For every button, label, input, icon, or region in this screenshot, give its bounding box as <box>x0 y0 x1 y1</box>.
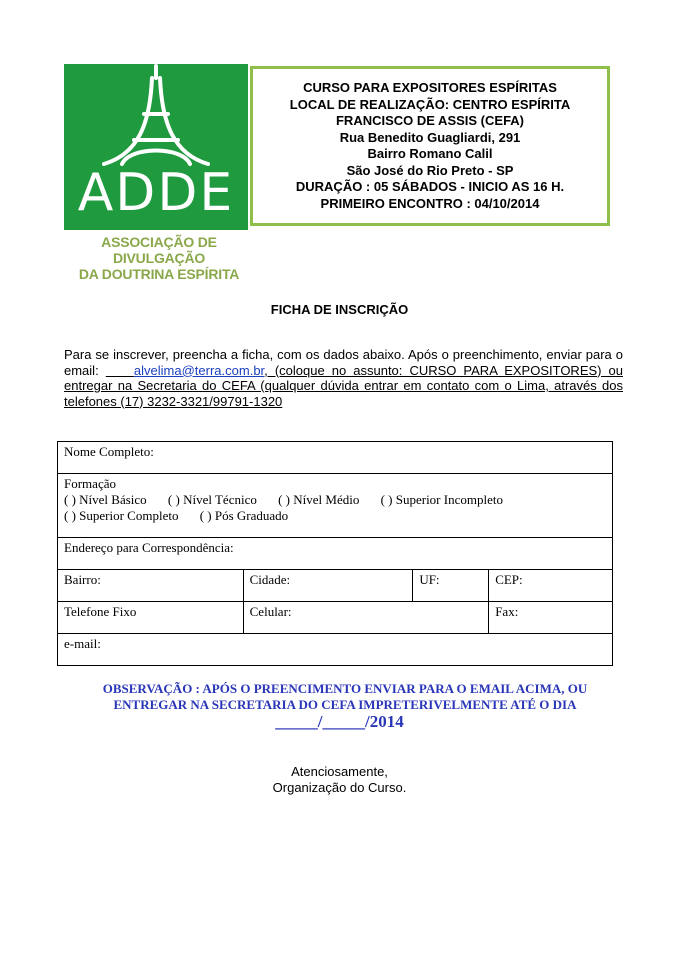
option-nivel-tecnico[interactable]: ( ) Nível Técnico <box>167 492 257 507</box>
email-link[interactable]: alvelima@terra.com.br <box>133 362 265 378</box>
info-line: PRIMEIRO ENCONTRO : 04/10/2014 <box>320 195 540 211</box>
info-line: Rua Benedito Guagliardi, 291 <box>339 129 521 145</box>
state-field[interactable]: UF: <box>413 570 489 602</box>
adde-logo <box>64 64 248 230</box>
info-line: São José do Rio Preto - SP <box>346 162 514 178</box>
logo-word: ADDE <box>77 163 235 223</box>
fax-field[interactable]: Fax: <box>489 602 613 634</box>
deadline-date: _____/_____/2014 <box>275 712 404 731</box>
registration-form <box>57 441 613 666</box>
info-line: FRANCISCO DE ASSIS (CEFA) <box>335 113 525 128</box>
closing-signature: Atenciosamente, Organização do Curso. <box>272 764 407 795</box>
address-field[interactable]: Endereço para Correspondência: <box>58 538 613 570</box>
full-name-field[interactable]: Nome Completo: <box>58 442 613 474</box>
info-line: CURSO PARA EXPOSITORES ESPÍRITAS <box>303 80 557 95</box>
option-nivel-medio[interactable]: ( ) Nível Médio <box>278 492 360 507</box>
logo-organization-name: ASSOCIAÇÃO DE DIVULGAÇÃO DA DOUTRINA ESPÍRITA <box>78 234 240 282</box>
education-field[interactable]: Formação ( ) Nível Básico ( ) Nível Técnico ( ) Nível Médio ( ) Superior Incompleto ( ) Superior Completo ( ) Pós Graduado <box>58 474 613 538</box>
info-line: Bairro Romano Calil <box>367 146 493 161</box>
observation-note: OBSERVAÇÃO : APÓS O PREENCIMENTO ENVIAR PARA O EMAIL ACIMA, OU ENTREGAR NA SECRETARIA DO CEFA IMPRETERIVELMENTE ATÉ O DIA <box>102 681 588 712</box>
course-info-box <box>250 66 610 226</box>
mobile-field[interactable]: Celular: <box>243 602 489 634</box>
zip-field[interactable]: CEP: <box>489 570 613 602</box>
option-nivel-basico[interactable]: ( ) Nível Básico <box>64 492 147 507</box>
option-pos-graduado[interactable]: ( ) Pós Graduado <box>199 508 289 523</box>
city-field[interactable]: Cidade: <box>243 570 413 602</box>
form-title: FICHA DE INSCRIÇÃO <box>270 302 409 317</box>
instructions-paragraph: Para se inscrever, preencha a ficha, com os dados abaixo. Após o preenchimento, enviar para o email: alvelima@terra.com.br, (coloque no assunto: CURSO PARA EXPOSITORES) ou entregar na Secretaria do CEFA (qualquer dúvida entrar em contato com o Lima, através dos telefones (17) 3232-3321/99791-1320 <box>64 347 623 409</box>
eiffel-tower-icon <box>64 64 248 230</box>
neighborhood-field[interactable]: Bairro: <box>58 570 244 602</box>
option-superior-completo[interactable]: ( ) Superior Completo <box>64 508 179 523</box>
info-line: LOCAL DE REALIZAÇÃO: CENTRO ESPÍRITA <box>289 96 571 112</box>
phone-field[interactable]: Telefone Fixo <box>58 602 244 634</box>
option-superior-incompleto[interactable]: ( ) Superior Incompleto <box>380 492 503 507</box>
email-field[interactable]: e-mail: <box>58 634 613 666</box>
info-line: DURAÇÃO : 05 SÁBADOS - INICIO AS 16 H. <box>295 179 565 194</box>
